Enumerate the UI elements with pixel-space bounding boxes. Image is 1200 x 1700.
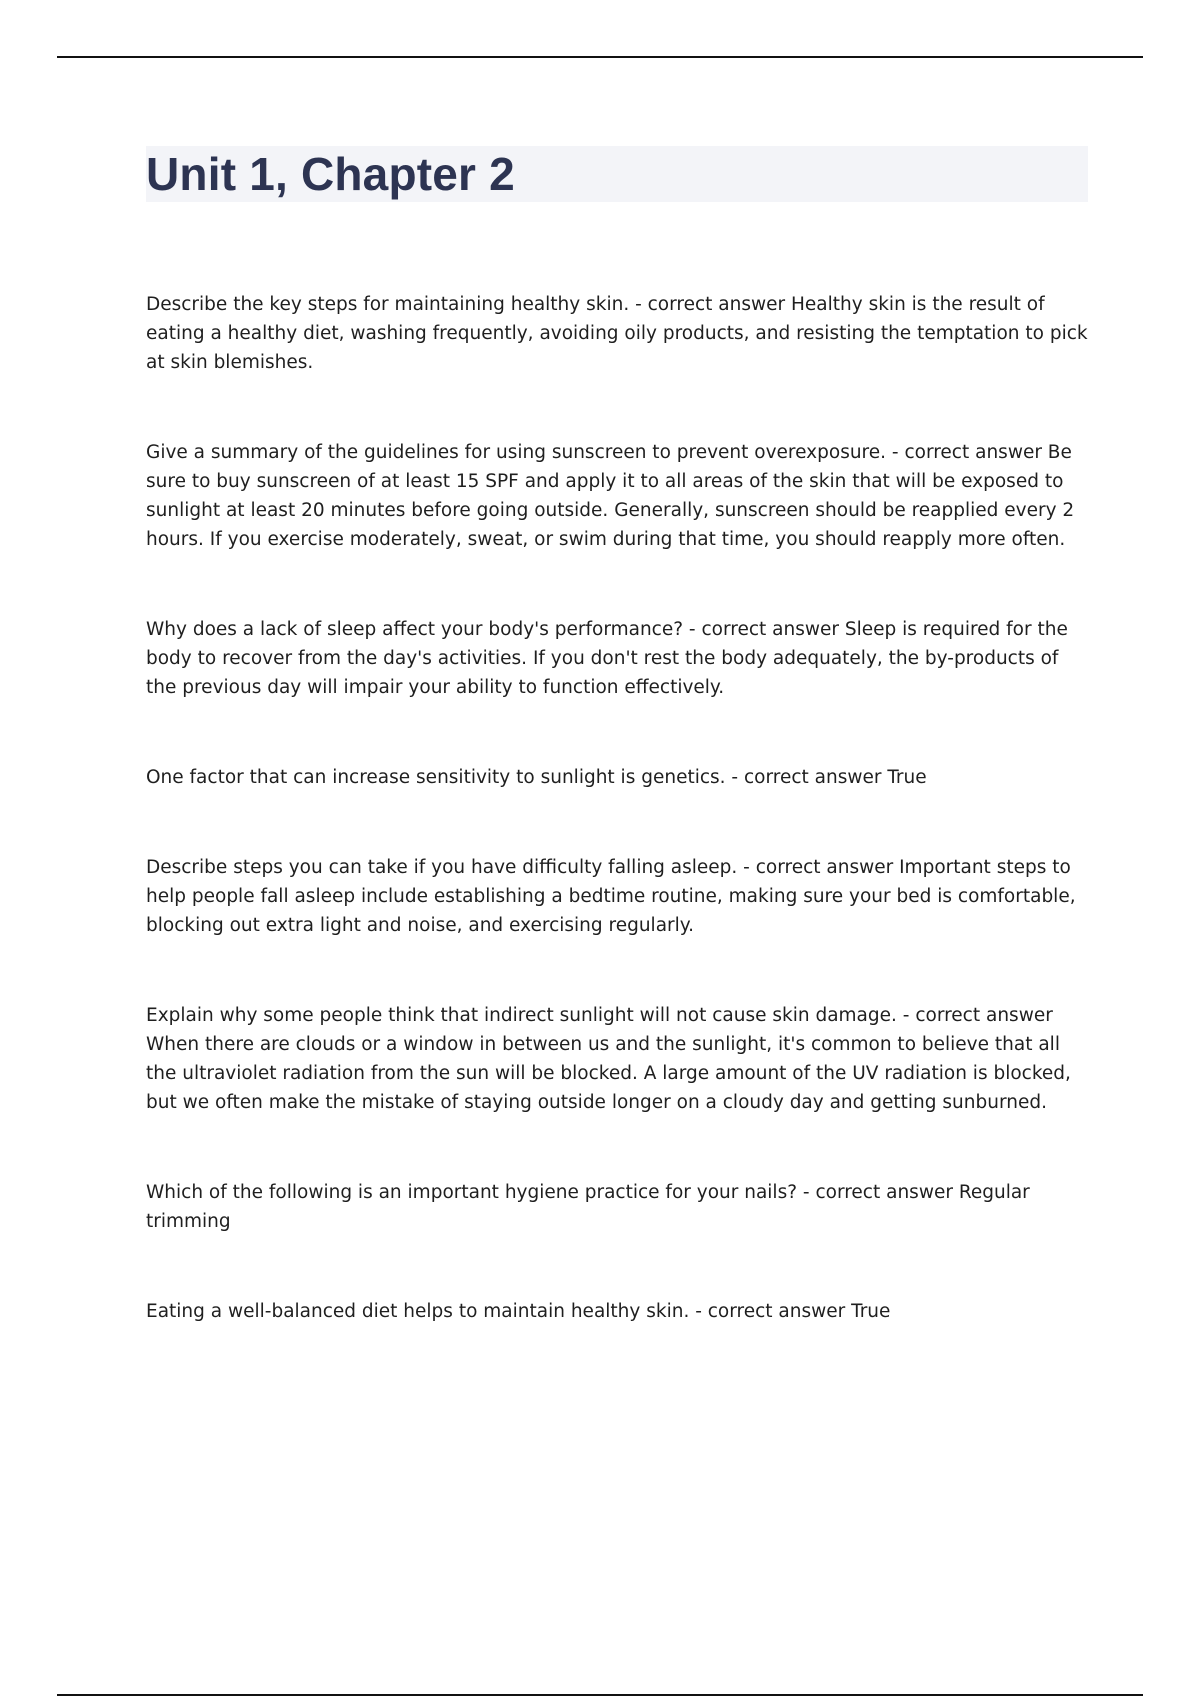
qa-item-falling-asleep: Describe steps you can take if you have difficulty falling asleep. - correct answer Important steps to help people fall asleep include establishing a bedtime routine, making sure your bed is comfortable, blocking out extra light and noise, and exercising regularly. bbox=[146, 857, 1076, 936]
qa-item-indirect-sunlight: Explain why some people think that indirect sunlight will not cause skin damage. - correct answer When there are clouds or a window in between us and the sunlight, it's common to believe that all the ultraviolet radiation from the sun will be blocked. A large amount of the UV radiation is blocked, but we often make the mistake of staying outside longer on a cloudy day and getting sunburned. bbox=[146, 1005, 1071, 1113]
qa-list bbox=[146, 290, 1090, 1387]
qa-item-sleep-performance: Why does a lack of sleep affect your body's performance? - correct answer Sleep is required for the body to recover from the day's activities. If you don't rest the body adequately, the by-products of the previous day will impair your ability to function effectively. bbox=[146, 619, 1068, 698]
top-rule bbox=[57, 56, 1143, 58]
qa-item-balanced-diet: Eating a well-balanced diet helps to maintain healthy skin. - correct answer True bbox=[146, 1301, 891, 1322]
page-title: Unit 1, Chapter 2 bbox=[146, 148, 515, 200]
qa-item-skin-steps: Describe the key steps for maintaining healthy skin. - correct answer Healthy skin is the result of eating a healthy diet, washing frequently, avoiding oily products, and resisting the temptation to pick at skin blemishes. bbox=[146, 294, 1088, 373]
qa-item-sunlight-genetics: One factor that can increase sensitivity to sunlight is genetics. - correct answer True bbox=[146, 767, 927, 788]
qa-item-sunscreen: Give a summary of the guidelines for using sunscreen to prevent overexposure. - correct answer Be sure to buy sunscreen of at least 15 SPF and apply it to all areas of the skin that will be exposed to sunlight at least 20 minutes before going outside. Generally, sunscreen should be reapplied every 2 hours. If you exercise moderately, sweat, or swim during that time, you should reapply more often. bbox=[146, 442, 1075, 550]
bottom-rule bbox=[57, 1694, 1143, 1696]
qa-item-nail-hygiene: Which of the following is an important hygiene practice for your nails? - correct answer Regular trimming bbox=[146, 1182, 1030, 1232]
